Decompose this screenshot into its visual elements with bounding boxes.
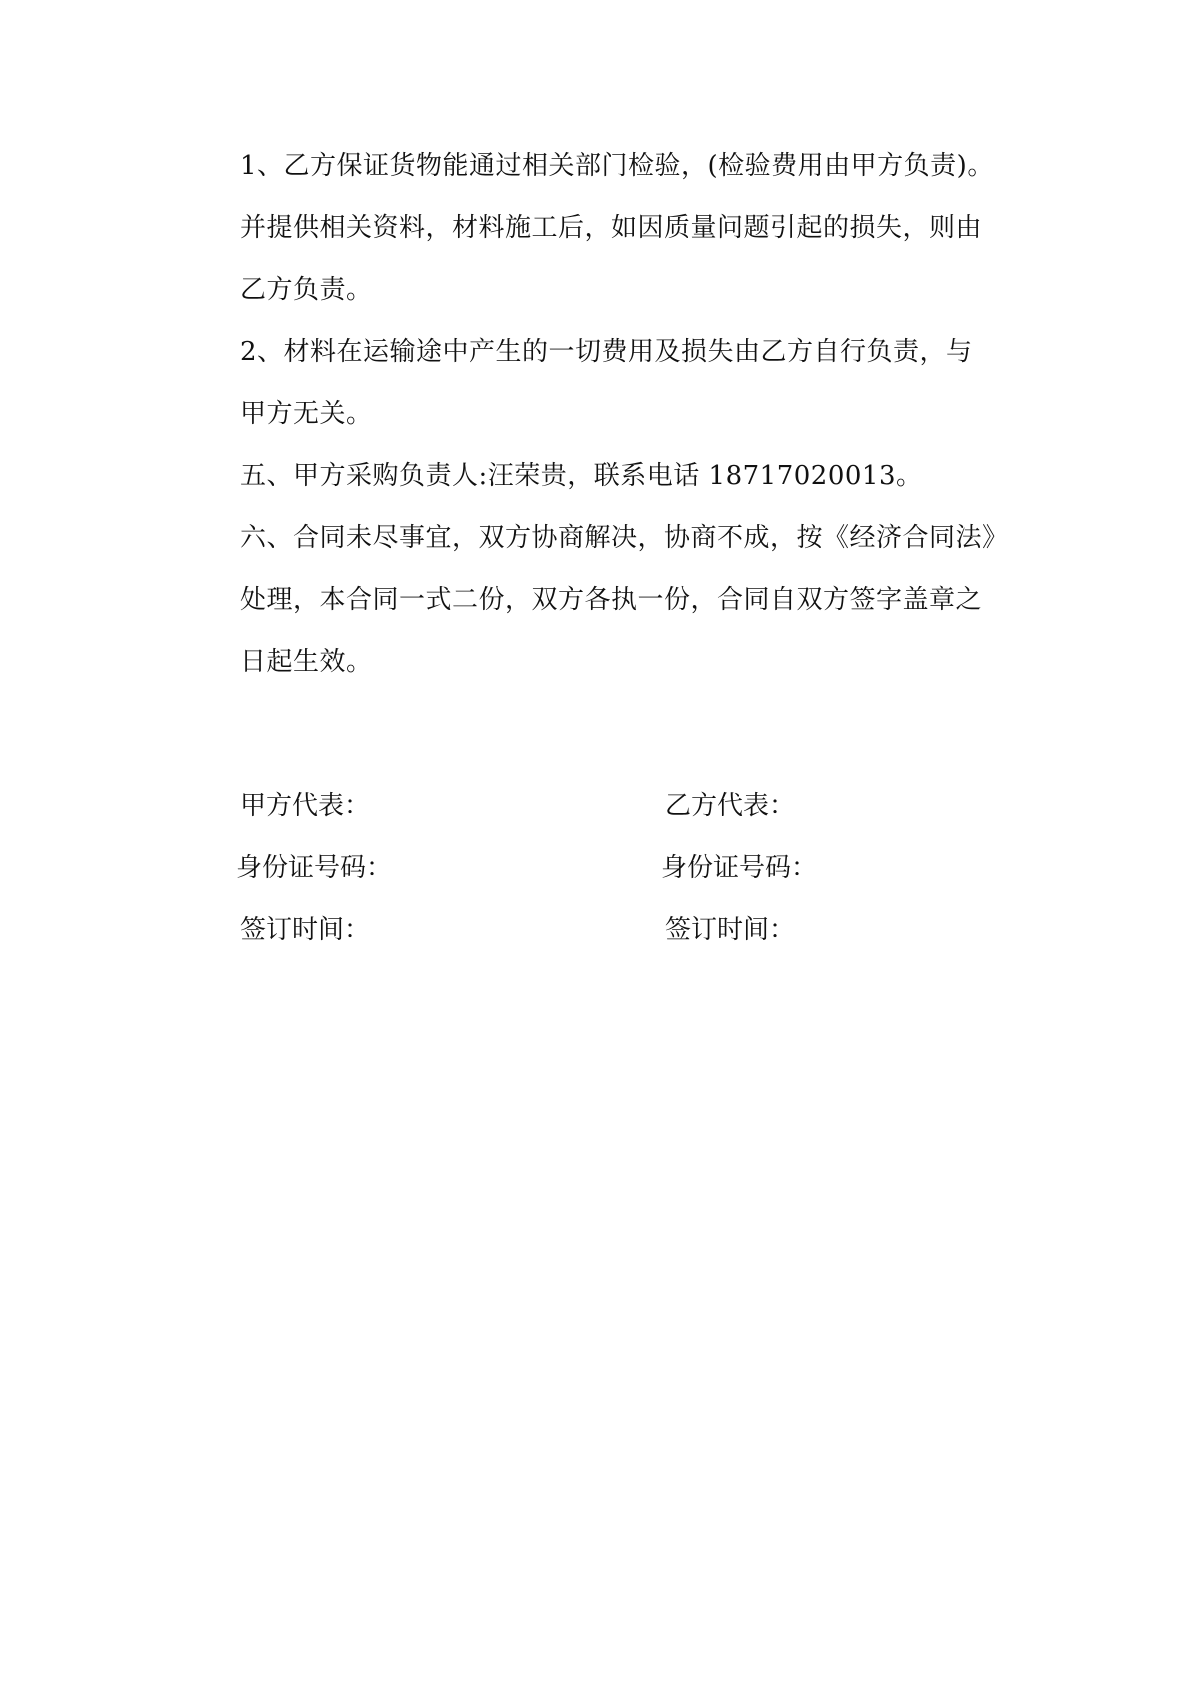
clause-2-line-2: 甲方无关。: [240, 399, 373, 429]
clause-1-line-2: 并提供相关资料，材料施工后，如因质量问题引起的损失，则由: [240, 213, 983, 243]
party-b-signature-block: [661, 790, 818, 976]
clause-1-line-1: 1、乙方保证货物能通过相关部门检验，(检验费用由甲方负责)。: [240, 151, 994, 181]
party-b-date-label: 签订时间：: [665, 915, 796, 945]
clause-1-line-3: 乙方负责。: [240, 275, 373, 305]
party-b-id-label: 身份证号码：: [661, 853, 818, 883]
clause-6-line-3: 日起生效。: [240, 647, 373, 677]
party-a-id-label: 身份证号码：: [236, 853, 393, 883]
clause-2-line-1: 2、材料在运输途中产生的一切费用及损失由乙方自行负责，与: [240, 337, 973, 367]
party-a-representative-label: 甲方代表：: [240, 791, 371, 821]
clause-6-line-2: 处理，本合同一式二份，双方各执一份，合同自双方签字盖章之: [240, 585, 983, 615]
party-b-representative-label: 乙方代表：: [665, 791, 796, 821]
party-a-signature-block: [236, 790, 393, 976]
clause-6-line-1: 六、合同未尽事宜，双方协商解决，协商不成，按《经济合同法》: [240, 523, 1009, 553]
contract-body: [240, 150, 1020, 708]
clause-5-contact: 五、甲方采购负责人:汪荣贵，联系电话 18717020013。: [240, 461, 923, 491]
party-a-date-label: 签订时间：: [240, 915, 371, 945]
